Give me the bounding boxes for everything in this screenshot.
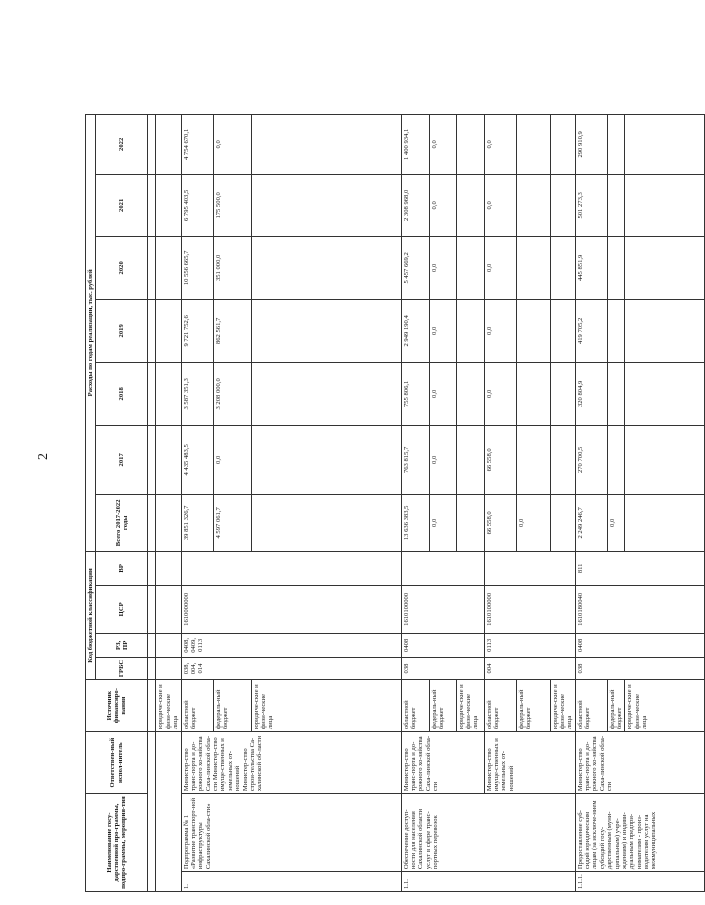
year-value-cell	[516, 236, 550, 299]
top-legal-row	[156, 114, 181, 891]
year-value-cell: 3 587 351,3	[181, 362, 213, 425]
source-cell: федераль-ный бюджет	[213, 680, 251, 732]
year-value-cell: 5 457 669,2	[401, 236, 429, 299]
year-value-cell	[456, 425, 484, 494]
header-year: 2018	[96, 362, 148, 425]
header-vr: ВР	[96, 551, 148, 585]
year-value-cell	[516, 114, 550, 174]
year-value-cell: 862 561,7	[213, 299, 251, 362]
source-cell: федераль-ный бюджет	[429, 680, 456, 732]
year-value-cell	[607, 362, 625, 425]
year-value-cell: 0,0	[429, 425, 456, 494]
grbs-cell: 038, 004, 014	[181, 657, 401, 679]
year-value-cell: 10 556 665,7	[181, 236, 213, 299]
executor-cell: Министер-ство имуще-ственных и земельных от-ношений	[484, 732, 575, 794]
budget-table	[85, 114, 705, 892]
table-row	[484, 114, 516, 891]
year-value-cell: 0,0	[484, 174, 516, 236]
header-rz-pr: РЗ, ПР	[96, 633, 148, 657]
year-value-cell	[456, 236, 484, 299]
executor-cell: Министер-ство транс-порта и до-рожного хо-зяйства Саха-линской обла-сти	[575, 732, 705, 794]
year-value-cell	[516, 174, 550, 236]
year-value-cell: 2 949 190,4	[401, 299, 429, 362]
year-value-cell	[607, 299, 625, 362]
year-value-cell: 0,0	[429, 299, 456, 362]
year-value-cell: 755 806,1	[401, 362, 429, 425]
year-value-cell	[550, 114, 575, 174]
total-cell: 0,0	[516, 494, 550, 551]
total-cell	[550, 494, 575, 551]
year-value-cell	[607, 236, 625, 299]
year-value-cell: 320 804,9	[575, 362, 607, 425]
rz-pr-cell: 0408, 0409, 0113	[181, 633, 401, 657]
year-value-cell: 0,0	[429, 362, 456, 425]
header-expenses: Расходы по годам реализации, тыс. рублей	[86, 114, 96, 551]
program-name: Обеспечение доступ-ности для населения Сахалинской области услуг в сфере транс-портных перевозок	[401, 794, 575, 872]
header-executor: Ответствен-ный испол-нитель	[86, 732, 148, 794]
total-cell	[251, 494, 401, 551]
grbs-cell: 038	[575, 657, 705, 679]
year-value-cell	[550, 425, 575, 494]
row-number: 1.1.1.	[575, 872, 705, 892]
year-value-cell: 0,0	[213, 114, 251, 174]
year-value-cell: 763 815,7	[401, 425, 429, 494]
vr-cell: 811	[575, 551, 705, 585]
top-blank-row	[148, 114, 156, 891]
year-value-cell: 66 558,0	[484, 425, 516, 494]
year-value-cell	[625, 174, 705, 236]
year-value-cell: 0,0	[484, 114, 516, 174]
rz-pr-cell: 0408	[575, 633, 705, 657]
year-value-cell: 1 400 934,1	[401, 114, 429, 174]
header-year: 2021	[96, 174, 148, 236]
page-number: 2	[36, 453, 51, 460]
executor-cell: Министер-ство транс-порта и до-рожного хо-зяйства Саха-линской обла-сти Министер-ство имуще-ственных и земельных от-ношений Министер-ство строи-тельства Са-халинской об-ласти	[181, 732, 401, 794]
year-value-cell	[607, 425, 625, 494]
source-cell: юридиче-ские и физи-ческие лица	[456, 680, 484, 732]
year-value-cell	[625, 236, 705, 299]
source-cell: областной бюджет	[401, 680, 429, 732]
year-value-cell	[456, 362, 484, 425]
grbs-cell: 038	[401, 657, 484, 679]
grbs-cell: 004	[484, 657, 575, 679]
source-cell: юридиче-ские и физи-ческие лица	[625, 680, 705, 732]
year-value-cell: 9 721 752,6	[181, 299, 213, 362]
source-cell: областной бюджет	[575, 680, 607, 732]
year-value-cell: 0,0	[484, 236, 516, 299]
year-value-cell	[607, 114, 625, 174]
year-value-cell	[456, 174, 484, 236]
csr-cell: 1610100000	[484, 585, 575, 633]
total-cell: 66 558,0	[484, 494, 516, 551]
total-cell: 39 851 326,7	[181, 494, 213, 551]
year-value-cell: 501 273,3	[575, 174, 607, 236]
program-name: Подпрограмма № 1 «Развитие транспорт-ной инфраструктуры Сахалинской обла-сти»	[181, 794, 401, 872]
year-value-cell: 351 000,0	[213, 236, 251, 299]
header-year: 2019	[96, 299, 148, 362]
header-year: 2020	[96, 236, 148, 299]
year-value-cell	[251, 299, 401, 362]
row-number: 1.	[181, 872, 401, 892]
total-cell	[625, 494, 705, 551]
year-value-cell	[550, 236, 575, 299]
year-value-cell: 445 851,9	[575, 236, 607, 299]
year-value-cell	[550, 174, 575, 236]
header-year: 2017	[96, 425, 148, 494]
rz-pr-cell: 0113	[484, 633, 575, 657]
row-number: 1.1.	[401, 872, 575, 892]
year-value-cell	[550, 299, 575, 362]
source-cell: юридиче-ские и физи-ческие лица	[156, 680, 181, 732]
year-value-cell: 4 435 483,5	[181, 425, 213, 494]
year-value-cell: 6 795 403,5	[181, 174, 213, 236]
table-row	[575, 114, 607, 891]
header-source: Источник финансиро-вания	[86, 680, 148, 732]
table-row	[401, 114, 429, 891]
year-value-cell: 0,0	[429, 114, 456, 174]
year-value-cell	[516, 362, 550, 425]
source-cell: федераль-ный бюджет	[516, 680, 550, 732]
year-value-cell	[251, 114, 401, 174]
program-name: Предоставление суб-сидий юридическим лицам (за исключе-нием субсидий госу-дарственным (муни-ципальным) учре-ждениям) и индиви-дуальным предпри-нимателям - произ-водителям услуг на межмуниципальных	[575, 794, 705, 872]
header-budget-code: Код бюджетной классификации	[86, 551, 96, 679]
source-cell: юридиче-ские и физи-ческие лица	[550, 680, 575, 732]
total-cell	[456, 494, 484, 551]
header-total: Всего 2017-2022 годы	[96, 494, 148, 551]
year-value-cell: 0,0	[484, 362, 516, 425]
year-value-cell: 175 500,0	[213, 174, 251, 236]
year-value-cell: 4 754 670,1	[181, 114, 213, 174]
year-value-cell: 290 910,9	[575, 114, 607, 174]
year-value-cell	[550, 362, 575, 425]
total-cell: 0,0	[429, 494, 456, 551]
executor-cell: Министер-ство транс-порта и до-рожного хо-зяйства Саха-линской обла-сти	[401, 732, 484, 794]
csr-cell: 1610100000	[401, 585, 484, 633]
table-row	[181, 114, 213, 891]
header-year: 2022	[96, 114, 148, 174]
total-cell: 13 636 383,5	[401, 494, 429, 551]
source-cell: областной бюджет	[181, 680, 213, 732]
year-value-cell	[625, 299, 705, 362]
source-cell: юридиче-ские и физи-ческие лица	[251, 680, 401, 732]
year-value-cell: 0,0	[429, 174, 456, 236]
source-cell: федераль-ный бюджет	[607, 680, 625, 732]
header-csr: ЦСР	[96, 585, 148, 633]
csr-cell: 1610000000	[181, 585, 401, 633]
csr-cell: 1610180040	[575, 585, 705, 633]
year-value-cell: 270 700,5	[575, 425, 607, 494]
vr-cell	[181, 551, 401, 585]
year-value-cell	[456, 114, 484, 174]
header-grbs: ГРБС	[96, 657, 148, 679]
year-value-cell	[251, 236, 401, 299]
header-name: Наименование госу-дарственной про-граммы, подпро-граммы, мероприя-тия	[86, 794, 148, 892]
year-value-cell: 419 705,2	[575, 299, 607, 362]
year-value-cell: 0,0	[484, 299, 516, 362]
vr-cell	[484, 551, 575, 585]
year-value-cell	[625, 362, 705, 425]
source-cell: областной бюджет	[484, 680, 516, 732]
year-value-cell	[516, 299, 550, 362]
year-value-cell: 0,0	[429, 236, 456, 299]
year-value-cell: 3 208 000,0	[213, 362, 251, 425]
year-value-cell: 2 308 968,0	[401, 174, 429, 236]
year-value-cell	[625, 114, 705, 174]
year-value-cell	[625, 425, 705, 494]
rz-pr-cell: 0408	[401, 633, 484, 657]
year-value-cell	[251, 425, 401, 494]
total-cell: 2 249 246,7	[575, 494, 607, 551]
year-value-cell	[607, 174, 625, 236]
year-value-cell: 0,0	[213, 425, 251, 494]
year-value-cell	[456, 299, 484, 362]
total-cell: 0,0	[607, 494, 625, 551]
total-cell: 4 597 061,7	[213, 494, 251, 551]
vr-cell	[401, 551, 484, 585]
year-value-cell	[251, 362, 401, 425]
year-value-cell	[251, 174, 401, 236]
year-value-cell	[516, 425, 550, 494]
